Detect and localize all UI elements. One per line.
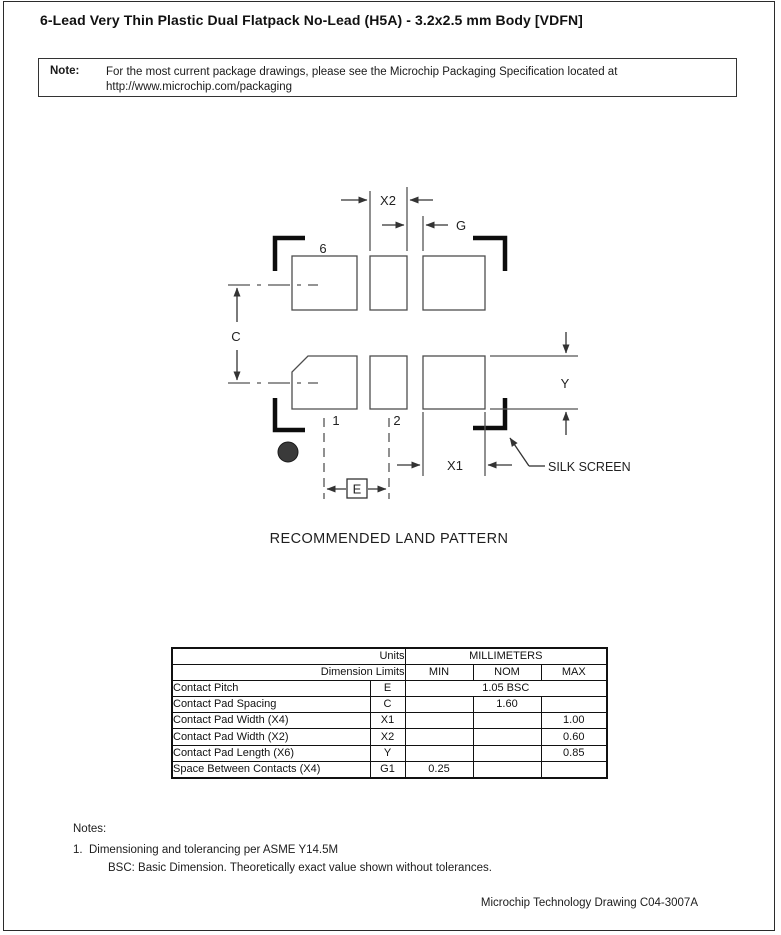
land-pattern-drawing — [200, 180, 650, 502]
pad-5 — [370, 256, 407, 310]
row-name: Space Between Contacts (X4) — [172, 761, 370, 778]
pad-3 — [423, 356, 485, 409]
col-header-max: MAX — [541, 665, 607, 681]
notes-section — [73, 823, 492, 874]
row-max: 1.00 — [541, 713, 607, 729]
notes-item-1-number: 1. — [73, 844, 83, 856]
row-min — [405, 713, 473, 729]
row-symbol: X1 — [370, 713, 405, 729]
dimension-limits-cell: Dimension Limits — [172, 665, 405, 681]
units-value-cell: MILLIMETERS — [405, 648, 607, 665]
row-symbol: G1 — [370, 761, 405, 778]
row-nom: 1.60 — [473, 697, 541, 713]
row-name: Contact Pad Length (X6) — [172, 745, 370, 761]
table-header-limits-row — [172, 665, 607, 681]
col-header-min: MIN — [405, 665, 473, 681]
row-name: Contact Pitch — [172, 681, 370, 697]
label-y: Y — [560, 376, 570, 391]
pin1-indicator-dot — [278, 442, 298, 462]
drawing-number-footer: Microchip Technology Drawing C04-3007A — [480, 897, 698, 909]
extension-lines — [370, 187, 578, 476]
note-line-2: http://www.microchip.com/packaging — [106, 80, 292, 93]
table-row — [172, 745, 607, 761]
note-label: Note: — [50, 65, 80, 77]
row-nom — [473, 729, 541, 745]
pad-4 — [423, 256, 485, 310]
table-row — [172, 761, 607, 778]
contact-pads — [292, 256, 485, 409]
label-pad6: 6 — [319, 241, 327, 256]
note-box — [38, 58, 737, 97]
label-pad1: 1 — [332, 413, 340, 428]
label-x1: X1 — [447, 458, 463, 473]
row-name: Contact Pad Width (X2) — [172, 729, 370, 745]
table-row — [172, 713, 607, 729]
units-label-cell: Units — [172, 648, 405, 665]
row-min: 0.25 — [405, 761, 473, 778]
row-min — [405, 745, 473, 761]
silkscreen-leader-arrow — [510, 438, 529, 466]
notes-item-1 — [73, 844, 492, 856]
note-text — [106, 59, 617, 94]
row-min — [405, 697, 473, 713]
row-symbol: E — [370, 681, 405, 697]
table-row — [172, 729, 607, 745]
table-row — [172, 681, 607, 697]
row-max: 0.60 — [541, 729, 607, 745]
row-nom — [473, 713, 541, 729]
row-name: Contact Pad Spacing — [172, 697, 370, 713]
label-x2: X2 — [380, 193, 396, 208]
row-min — [405, 729, 473, 745]
notes-item-1-sub: BSC: Basic Dimension. Theoretically exact value shown without tolerances. — [108, 862, 492, 874]
row-symbol: Y — [370, 745, 405, 761]
centerlines — [228, 285, 389, 499]
notes-heading: Notes: — [73, 823, 107, 835]
note-line-1: For the most current package drawings, please see the Microchip Packaging Specification located at — [106, 66, 618, 78]
row-max — [541, 697, 607, 713]
row-symbol: X2 — [370, 729, 405, 745]
row-span-value: 1.05 BSC — [405, 681, 607, 697]
silkscreen-corner-bottom-right — [473, 398, 505, 428]
table-row — [172, 697, 607, 713]
silkscreen-corner-top-right — [473, 238, 505, 271]
diagram-caption: RECOMMENDED LAND PATTERN — [269, 531, 509, 547]
notes-item-1-text: Dimensioning and tolerancing per ASME Y14.5M — [88, 844, 339, 856]
row-max: 0.85 — [541, 745, 607, 761]
row-nom — [473, 745, 541, 761]
row-nom — [473, 761, 541, 778]
col-header-nom: NOM — [473, 665, 541, 681]
label-c: C — [231, 329, 241, 344]
dimensions-table — [171, 647, 608, 779]
silkscreen-corner-top-left — [275, 238, 305, 271]
row-symbol: C — [370, 697, 405, 713]
label-g: G — [455, 218, 467, 233]
pad-2 — [370, 356, 407, 409]
pad-6 — [292, 256, 357, 310]
pad-1-chamfered — [292, 356, 357, 409]
label-pad2: 2 — [393, 413, 401, 428]
label-silkscreen: SILK SCREEN — [548, 460, 631, 474]
silkscreen-corner-bottom-left — [275, 398, 305, 430]
table-header-units-row — [172, 648, 607, 665]
label-e: E — [352, 481, 362, 497]
row-name: Contact Pad Width (X4) — [172, 713, 370, 729]
row-max — [541, 761, 607, 778]
page-title: 6-Lead Very Thin Plastic Dual Flatpack No-Lead (H5A) - 3.2x2.5 mm Body [VDFN] — [40, 12, 583, 28]
silkscreen-corners — [275, 238, 505, 430]
